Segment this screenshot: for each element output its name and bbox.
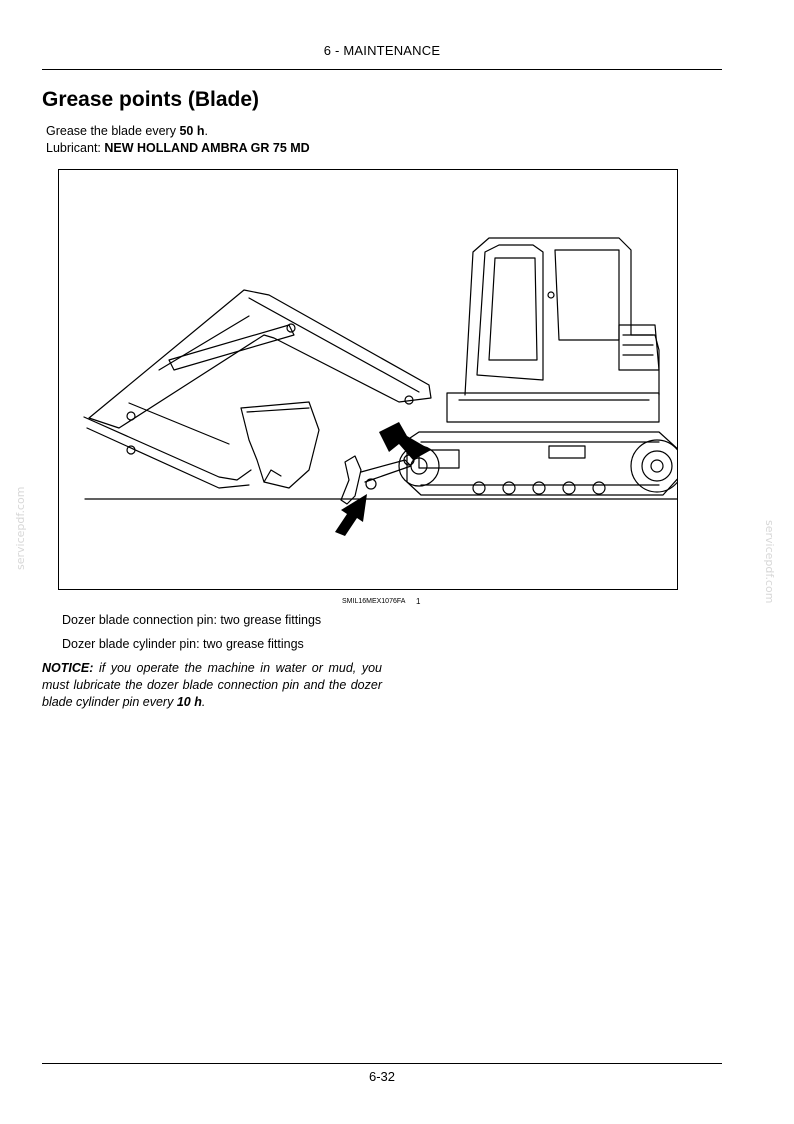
grease-interval-prefix: Grease the blade every <box>46 124 176 138</box>
upper-structure <box>447 393 659 422</box>
watermark-left: servicepdf.com <box>14 486 27 570</box>
arm <box>84 417 251 480</box>
page-header: 6 - MAINTENANCE <box>323 43 441 58</box>
page-number: 6-32 <box>368 1069 396 1084</box>
notice-interval: 10 h <box>176 695 202 709</box>
notice-end: . <box>201 695 206 709</box>
page-title: Grease points (Blade) <box>42 88 260 111</box>
notice-paragraph <box>42 660 382 711</box>
engine-hood <box>619 325 659 370</box>
watermark-right: servicepdf.com <box>763 520 776 604</box>
grease-interval-suffix: . <box>204 124 208 138</box>
footer-rule <box>42 1063 722 1064</box>
header-rule <box>42 69 722 70</box>
lubricant-value: NEW HOLLAND AMBRA GR 75 MD <box>104 141 310 155</box>
excavator-illustration <box>59 170 678 590</box>
drive-sprocket <box>631 440 678 492</box>
dozer-blade <box>341 456 361 504</box>
lubricant-line <box>46 141 310 155</box>
arrow-connection-pin <box>379 422 431 460</box>
list-item: Dozer blade connection pin: two grease fittings <box>62 613 322 627</box>
cab <box>465 238 659 395</box>
figure-number: 1 <box>416 597 421 606</box>
grease-interval-value: 50 h <box>179 124 205 138</box>
notice-label: NOTICE: <box>42 661 94 675</box>
grease-interval-line <box>46 124 208 138</box>
lubricant-label: Lubricant: <box>46 141 101 155</box>
list-item: Dozer blade cylinder pin: two grease fittings <box>62 637 304 651</box>
notice-text: if you operate the machine in water or mud, you must lubricate the dozer blade connection pin and the dozer blade cylinder pin every <box>42 661 382 709</box>
figure-code: SMIL16MEX1076FA <box>342 598 406 605</box>
boom-cylinder <box>169 325 294 370</box>
excavator-figure <box>58 169 678 590</box>
